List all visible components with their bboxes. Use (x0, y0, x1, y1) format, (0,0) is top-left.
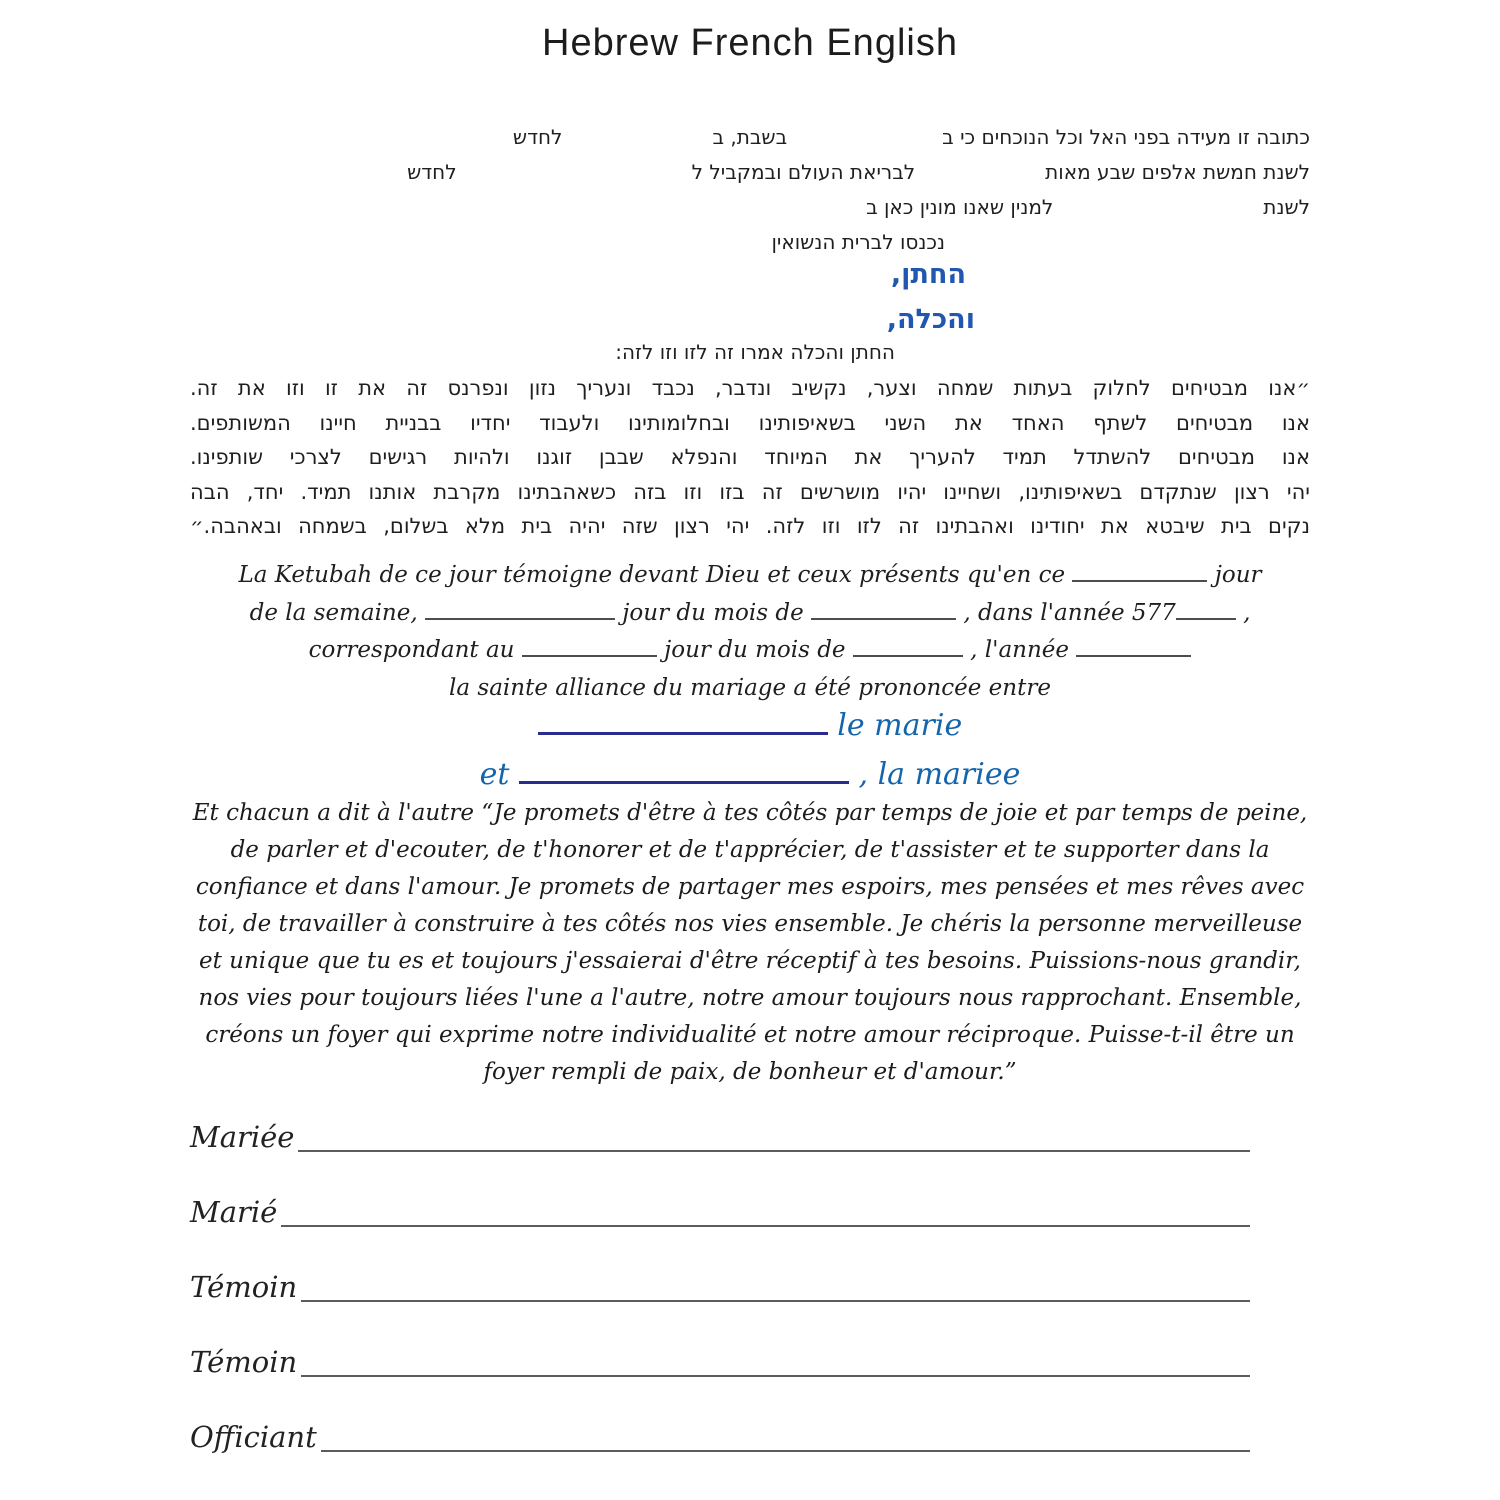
spacer (1053, 213, 1263, 214)
text-segment: נכנסו לברית הנשואין (771, 230, 945, 254)
couple-names-section (190, 702, 1310, 800)
spacer (915, 178, 1045, 179)
signature-row (190, 1190, 1250, 1227)
french-vow-line: et unique que tu es et toujours j'essaierai d'être réceptif à tes besoins. Puissions-nous grandir, (198, 948, 1301, 974)
fill-in-blank-line (853, 632, 963, 657)
hebrew-vow-line: אנו מבטיחים לשתף האחד את השני בשאיפותינו ובחלומותינו ולעבוד יחדיו בבניית חיינו המשותפים. (190, 410, 1310, 435)
french-date-section (190, 557, 1310, 707)
french-date-line (190, 595, 1310, 633)
signature-row (190, 1415, 1250, 1452)
hebrew-date-section (190, 120, 1310, 260)
text-segment: La Ketubah de ce jour témoigne devant Dieu et ceux présents qu'en ce (238, 562, 1073, 588)
fill-in-blank-line (519, 751, 849, 784)
hebrew-vow-line: נקים בית שיבטא את יחודינו ואהבתינו זה לזו וזו לזה. יהי רצון שזה יהיה בית מלא בשלום, בשמחה ובאהבה.״ (190, 514, 1310, 539)
french-vow-line: créons un foyer qui exprime notre individualité et notre amour réciproque. Puisse-t-il être un (205, 1022, 1295, 1048)
hebrew-date-line (190, 120, 1310, 155)
signature-section (190, 1115, 1250, 1490)
text-segment: le marie (827, 708, 963, 743)
text-segment: de la semaine, (249, 599, 425, 626)
french-vow-line: Et chacun a dit à l'autre “Je promets d'être à tes côtés par temps de joie et par temps de peine, (192, 800, 1308, 826)
signature-line (298, 1120, 1250, 1152)
text-segment: , dans l'année 577 (956, 599, 1176, 626)
fill-in-blank-line (811, 595, 956, 620)
text-segment: correspondant au (308, 637, 522, 663)
text-segment: jour du mois de (614, 599, 812, 626)
hebrew-date-line (190, 155, 1310, 190)
french-vow-line: nos vies pour toujours liées l'une a l'autre, notre amour toujours nous rapprochant. Ensemble, (198, 985, 1302, 1011)
spacer (945, 248, 1310, 249)
text-segment: , la mariee (848, 757, 1021, 792)
text-segment: , (1235, 599, 1251, 626)
text-segment: la sainte alliance du mariage a été prononcée entre (449, 674, 1051, 701)
text-segment: et (479, 757, 519, 792)
signature-label: Officiant (190, 1420, 317, 1454)
text-segment: לבריאת העולם ובמקביל ל (691, 160, 916, 184)
spacer (457, 178, 692, 179)
signature-row (190, 1265, 1250, 1302)
text-segment: למנין שאנו מונין כאן ב (866, 195, 1054, 219)
signature-label: Témoin (190, 1270, 298, 1304)
page-title: Hebrew French English (542, 22, 958, 64)
fill-in-blank-line (1072, 557, 1207, 582)
hebrew-vow-line: אנו מבטיחים להשתדל תמיד להעריך את המיוחד והנפלא שבבן זוגנו ולהיות רגישים לצרכי שותפינו. (190, 445, 1310, 470)
french-vow-line: foyer rempli de paix, de bonheur et d'amour.” (483, 1059, 1017, 1085)
hebrew-bride-label: והכלה, (886, 304, 975, 335)
fill-in-blank-line (425, 595, 615, 620)
text-segment: לשנת חמשת אלפים שבע מאות (1045, 160, 1310, 184)
fill-in-blank-line (1176, 595, 1236, 620)
spacer (562, 143, 712, 144)
signature-row (190, 1340, 1250, 1377)
couple-name-row (190, 751, 1310, 798)
fill-in-blank-line (1076, 632, 1191, 657)
couple-name-row (190, 702, 1310, 749)
hebrew-date-line (190, 190, 1310, 225)
french-date-line (190, 557, 1310, 595)
french-date-line (190, 632, 1310, 670)
hebrew-intro-line: החתן והכלה אמרו זה לזו וזו לזה: (615, 340, 895, 364)
signature-line (281, 1195, 1250, 1227)
text-segment: , l'année (962, 637, 1077, 663)
signature-line (301, 1345, 1250, 1377)
signature-label: Témoin (190, 1345, 298, 1379)
text-segment: jour du mois de (656, 637, 853, 663)
signature-line (321, 1420, 1250, 1452)
text-segment: בשבת, ב (712, 125, 788, 149)
text-segment: לחדש (407, 160, 457, 184)
text-segment: לחדש (512, 125, 563, 149)
french-vows-paragraph (190, 795, 1310, 1091)
text-segment: לשנת (1263, 195, 1310, 219)
french-vow-line: toi, de travailler à construire à tes côtés nos vies ensemble. Je chéris la personne merveilleuse (197, 911, 1303, 937)
french-vow-line: de parler et d'ecouter, de t'honorer et de t'apprécier, de t'assister et te supporter dans la (230, 837, 1270, 863)
signature-label: Mariée (190, 1120, 295, 1154)
signature-line (301, 1270, 1250, 1302)
text-segment: jour (1207, 562, 1262, 588)
hebrew-vows-paragraph (190, 371, 1310, 544)
hebrew-groom-label: החתן, (890, 259, 966, 290)
spacer (787, 143, 942, 144)
hebrew-couple-labels (190, 252, 1310, 342)
signature-row (190, 1115, 1250, 1152)
fill-in-blank-line (522, 632, 657, 657)
french-vow-line: confiance et dans l'amour. Je promets de partager mes espoirs, mes pensées et mes rêves avec (195, 874, 1305, 900)
hebrew-vow-line: יהי רצון שנתקדם בשאיפותינו, ושחיינו יהיו מושרשים זה בזו וזו בזה כשאהבתינו מקרבת אותנו תמיד. יחד, הבה (190, 479, 1310, 504)
hebrew-vow-line: ״אנו מבטיחים לחלוק בעתות שמחה וצער, נקשיב ונדבר, נכבד ונעריך נזון ונפרנס זה את זו וזו את זה. (190, 376, 1310, 400)
text-segment: כתובה זו מעידה בפני האל וכל הנוכחים כי ב (942, 125, 1310, 149)
fill-in-blank-line (538, 702, 828, 735)
signature-label: Marié (190, 1195, 278, 1229)
